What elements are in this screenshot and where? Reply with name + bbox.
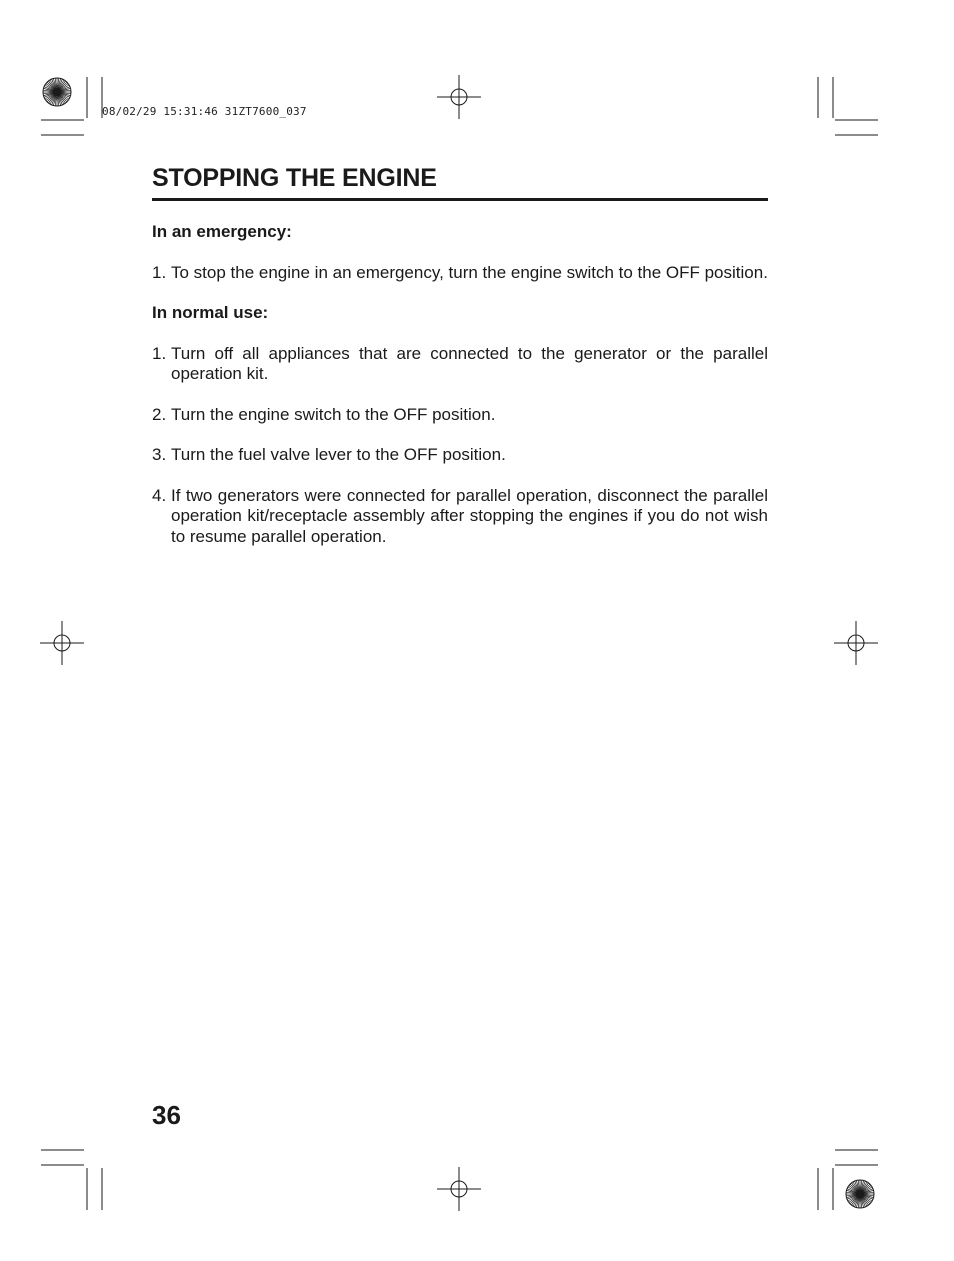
page-number: 36 xyxy=(152,1100,181,1130)
starburst-mark-bottom-right xyxy=(846,1180,874,1208)
registration-crosshair-top xyxy=(437,75,481,119)
starburst-mark-top-left xyxy=(43,78,71,106)
normal-step xyxy=(152,405,768,426)
instructions xyxy=(152,222,768,567)
step-number: 1. xyxy=(152,343,167,363)
normal-use-heading: In normal use: xyxy=(152,303,269,322)
step-text: If two generators were connected for parallel operation, disconnect the parallel operation kit/receptacle assembly after stopping the engines if you do not wish to resume parallel operation. xyxy=(171,485,768,546)
emergency-heading: In an emergency: xyxy=(152,222,292,241)
registration-crosshair-right xyxy=(834,621,878,665)
registration-crosshair-bottom xyxy=(437,1167,481,1211)
step-number: 4. xyxy=(152,485,167,505)
normal-step xyxy=(152,445,768,466)
step-number: 2. xyxy=(152,404,167,424)
step-text: Turn off all appliances that are connected to the generator or the parallel operation kit. xyxy=(171,343,768,383)
step-text: To stop the engine in an emergency, turn the engine switch to the OFF position. xyxy=(171,262,768,282)
normal-step xyxy=(152,486,768,548)
title-rule xyxy=(152,198,768,201)
step-text: Turn the fuel valve lever to the OFF position. xyxy=(171,445,506,464)
normal-step xyxy=(152,344,768,385)
registration-crosshair-left xyxy=(40,621,84,665)
step-number: 3. xyxy=(152,445,167,464)
emergency-step xyxy=(152,263,768,284)
step-text: Turn the engine switch to the OFF position. xyxy=(171,404,496,424)
page-title: STOPPING THE ENGINE xyxy=(152,164,437,192)
print-stamp: 08/02/29 15:31:46 31ZT7600_037 xyxy=(102,105,307,118)
step-number: 1. xyxy=(152,262,167,282)
